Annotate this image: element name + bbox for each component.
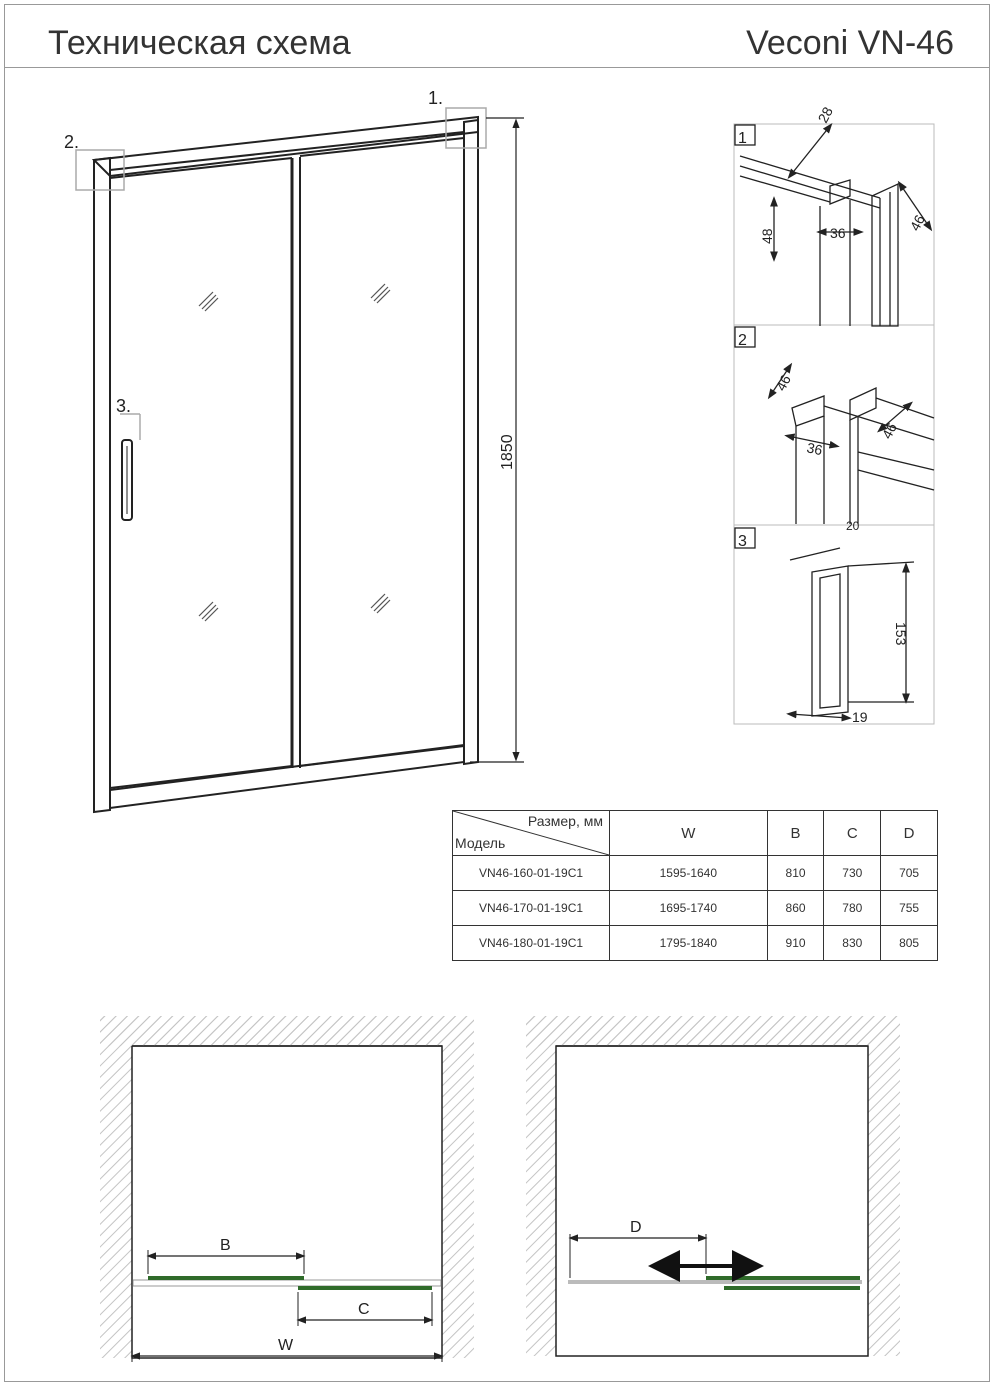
d-cell: 805	[881, 926, 938, 961]
d-cell: 755	[881, 891, 938, 926]
detail-1-dim-c: 36	[830, 225, 846, 241]
detail-3-number: 3	[738, 533, 747, 550]
callout-2-label: 2.	[64, 132, 80, 152]
door-elevation	[94, 117, 478, 812]
c-cell: 730	[824, 856, 881, 891]
header-size-label: Размер, мм	[527, 813, 603, 829]
column-header-c: C	[824, 811, 881, 856]
plan-view-closed	[100, 1016, 474, 1362]
detail-1-dim-d: 46	[906, 212, 928, 234]
table-row	[453, 891, 938, 926]
table-header-row	[453, 811, 938, 856]
detail-3-dim-b: 19	[852, 709, 868, 725]
w-cell: 1595-1640	[610, 856, 768, 891]
b-cell: 860	[767, 891, 824, 926]
d-cell: 705	[881, 856, 938, 891]
glass-marks	[199, 284, 390, 621]
page-title: Техническая схема	[48, 24, 351, 62]
w-cell: 1795-1840	[610, 926, 768, 961]
column-header-w: W	[610, 811, 768, 856]
detail-2-dim-d: 20	[846, 519, 860, 533]
dim-label-b: B	[220, 1237, 231, 1254]
plan-view-open	[526, 1016, 900, 1356]
detail-2	[735, 327, 934, 524]
header-model-label: Модель	[455, 835, 506, 851]
top-rail	[94, 117, 478, 176]
table-corner-cell	[453, 811, 610, 856]
detail-3-dim-a: 153	[893, 622, 909, 646]
detail-2-dim-b: 36	[805, 439, 824, 459]
c-cell: 780	[824, 891, 881, 926]
detail-3	[735, 528, 914, 718]
detail-1-number: 1	[738, 130, 747, 147]
b-cell: 910	[767, 926, 824, 961]
detail-1-dim-a: 28	[814, 104, 836, 126]
spec-table	[452, 810, 938, 961]
table-row	[453, 926, 938, 961]
detail-1-dim-b: 48	[759, 228, 775, 244]
dim-label-c: C	[358, 1301, 370, 1318]
height-value: 1850	[499, 434, 516, 470]
dim-label-d: D	[630, 1219, 642, 1236]
left-profile	[94, 158, 110, 812]
right-profile	[464, 120, 478, 764]
detail-2-dim-c: 46	[878, 420, 900, 442]
column-header-b: B	[767, 811, 824, 856]
model-cell: VN46-170-01-19C1	[453, 891, 610, 926]
detail-2-number: 2	[738, 332, 747, 349]
callouts	[76, 108, 486, 440]
column-header-d: D	[881, 811, 938, 856]
w-cell: 1695-1740	[610, 891, 768, 926]
callout-box-1	[446, 108, 486, 148]
bottom-rail	[110, 745, 464, 808]
callout-1-label: 1.	[428, 88, 444, 108]
c-cell: 830	[824, 926, 881, 961]
model-cell: VN46-160-01-19C1	[453, 856, 610, 891]
model-name: Veconi VN-46	[746, 24, 954, 62]
model-cell: VN46-180-01-19C1	[453, 926, 610, 961]
detail-2-dim-a: 46	[772, 372, 794, 394]
dim-label-w: W	[278, 1337, 294, 1354]
callout-3-label: 3.	[116, 396, 132, 416]
b-cell: 810	[767, 856, 824, 891]
table-row	[453, 856, 938, 891]
